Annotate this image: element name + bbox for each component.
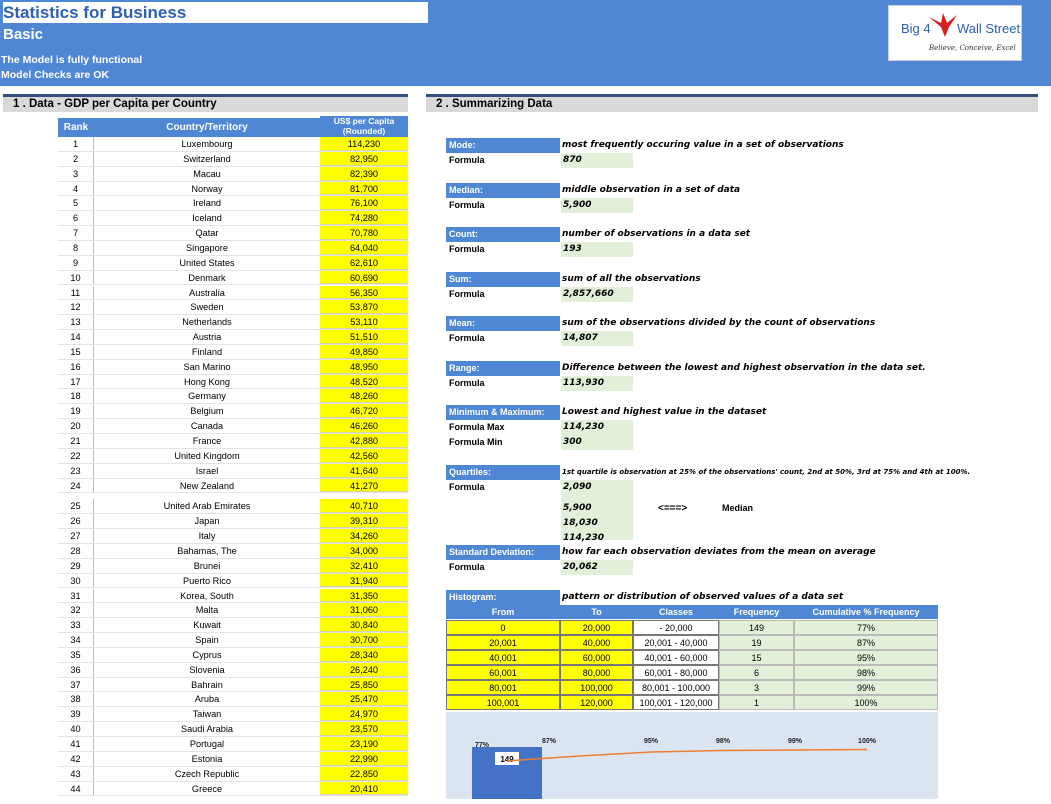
rank-cell[interactable]: 3 [58,167,94,181]
quartile-1-value[interactable]: 2,090 [563,482,592,492]
hist-from-cell[interactable]: 60,001 [446,665,560,680]
table-row [58,241,408,256]
rank-cell[interactable]: 33 [58,618,94,632]
quartile-3-value[interactable]: 18,030 [563,518,598,528]
table-row [58,419,408,434]
gdp-value-cell[interactable]: 114,230 [320,137,408,151]
histogram-chart [446,712,938,799]
rank-cell[interactable]: 26 [58,514,94,528]
gdp-value-cell[interactable]: 22,990 [320,752,408,766]
gdp-value-cell[interactable]: 48,950 [320,360,408,374]
mode-desc: most frequently occuring value in a set of observations [562,140,844,150]
hist-from-cell[interactable]: 0 [446,620,560,635]
gdp-value-cell[interactable]: 24,970 [320,707,408,721]
hist-header-classes: Classes [633,605,719,619]
gdp-value-cell[interactable]: 20,410 [320,782,408,796]
table-row [58,464,408,479]
hist-header-from: From [446,605,560,619]
rank-cell[interactable]: 23 [58,464,94,478]
gdp-value-cell[interactable]: 48,520 [320,375,408,389]
quartiles-desc: 1st quartile is observation at 25% of the observations' count, 2nd at 50%, 3rd at 75% and 4th at 100%. [562,468,971,476]
hist-class-cell[interactable]: 40,001 - 60,000 [633,650,719,665]
rank-cell[interactable]: 5 [58,196,94,210]
section-summary-heading: 2 . Summarizing Data [426,94,1038,112]
rank-cell[interactable]: 15 [58,345,94,359]
rank-cell[interactable]: 25 [58,499,94,513]
table-row [58,434,408,449]
country-cell[interactable]: Korea, South [180,590,234,601]
country-cell[interactable]: Japan [194,516,220,527]
eagle-icon [927,9,959,39]
country-cell[interactable]: United Arab Emirates [163,501,251,512]
rank-cell[interactable]: 37 [58,678,94,692]
mode-formula-label: Formula [449,155,485,165]
table-row [58,514,408,529]
min-formula-label: Formula Min [449,437,503,447]
hist-cumulative-cell[interactable]: 77% [794,620,938,635]
gdp-value-cell[interactable]: 53,110 [320,315,408,329]
gdp-value-cell[interactable]: 41,270 [320,479,408,493]
table-row [58,404,408,419]
rank-cell[interactable]: 7 [58,226,94,240]
cumulative-pct-label: 98% [715,738,731,745]
gdp-value-cell[interactable]: 31,940 [320,574,408,588]
rank-cell[interactable]: 13 [58,315,94,329]
table-row [58,196,408,211]
minmax-label: Minimum & Maximum: [446,405,560,420]
count-label: Count: [446,227,560,242]
median-desc: middle observation in a set of data [562,185,741,195]
gdp-value-cell[interactable]: 28,340 [320,648,408,662]
country-cell[interactable]: Saudi Arabia [180,724,234,735]
country-cell[interactable]: Qatar [195,228,219,239]
rank-cell[interactable]: 32 [58,603,94,617]
country-cell[interactable]: France [192,436,222,446]
cumulative-pct-label: 95% [643,738,659,745]
country-cell[interactable]: Estonia [191,753,223,764]
col-header-value [320,116,408,137]
table-row [58,152,408,167]
hist-class-cell[interactable]: - 20,000 [633,620,719,635]
country-cell[interactable]: Hong Kong [184,376,230,387]
gdp-value-cell[interactable]: 22,850 [320,767,408,781]
country-cell[interactable]: United States [179,257,235,268]
cumulative-pct-label: 77% [474,742,490,749]
hist-from-cell[interactable]: 40,001 [446,650,560,665]
country-cell[interactable]: Greece [191,783,223,794]
hist-frequency-cell[interactable]: 149 [719,620,794,635]
rank-cell[interactable]: 17 [58,375,94,389]
country-cell[interactable]: Austria [192,332,222,343]
hist-cumulative-cell[interactable]: 100% [794,695,938,710]
stdev-formula-label: Formula [449,562,485,572]
country-cell[interactable]: Israel [195,465,219,476]
rank-cell[interactable]: 16 [58,360,94,374]
hist-from-cell[interactable]: 20,001 [446,635,560,650]
logo-text-left: Big 4 [901,21,931,36]
table-row [58,574,408,589]
gdp-value-cell[interactable]: 41,640 [320,464,408,478]
stdev-label: Standard Deviation: [446,545,560,560]
table-row [58,211,408,226]
range-desc: Difference between the lowest and highest observation in the data set. [562,363,926,373]
histogram-desc: pattern or distribution of observed values of a data set [562,592,844,602]
rank-cell[interactable]: 19 [58,404,94,418]
table-row [58,767,408,782]
gdp-value-cell[interactable]: 81,700 [320,182,408,196]
country-cell[interactable]: Puerto Rico [182,575,231,586]
table-row [58,722,408,737]
cumulative-pct-label: 87% [541,738,557,745]
quartile-4-value[interactable]: 114,230 [563,533,604,543]
hist-frequency-cell[interactable]: 1 [719,695,794,710]
company-logo [888,5,1022,61]
rank-cell[interactable]: 8 [58,241,94,255]
gdp-value-cell[interactable]: 46,720 [320,404,408,418]
table-row [58,256,408,271]
sum-label: Sum: [446,272,560,287]
col-header-value-line1: US$ per Capita [333,116,395,126]
mean-desc: sum of the observations divided by the count of observations [562,318,876,328]
country-cell[interactable]: Macau [193,168,221,179]
max-formula-label: Formula Max [449,422,505,432]
rank-cell[interactable]: 20 [58,419,94,433]
rank-cell[interactable]: 10 [58,271,94,285]
range-label: Range: [446,361,560,376]
table-row [58,360,408,375]
hist-cumulative-cell[interactable]: 98% [794,665,938,680]
gdp-value-cell[interactable]: 51,510 [320,330,408,344]
hist-header-frequency: Frequency [719,605,794,619]
table-row [58,529,408,544]
gdp-value-cell[interactable]: 34,000 [320,544,408,558]
gdp-value-cell[interactable]: 42,880 [320,434,408,448]
quartiles-label: Quartiles: [446,465,560,480]
stdev-desc: how far each observation deviates from the mean on average [562,547,876,557]
country-cell[interactable]: Australia [189,287,225,298]
rank-cell[interactable]: 41 [58,737,94,751]
rank-cell[interactable]: 12 [58,300,94,314]
frequency-bar-label: 149 [500,755,514,764]
section-data-heading: 1 . Data - GDP per Capita per Country [3,94,408,112]
hist-class-cell[interactable]: 20,001 - 40,000 [633,635,719,650]
table-row [58,345,408,360]
hist-frequency-cell[interactable]: 6 [719,665,794,680]
country-cell[interactable]: Spain [195,635,219,646]
hist-class-cell[interactable]: 100,001 - 120,000 [633,695,719,710]
hist-cumulative-cell[interactable]: 87% [794,635,938,650]
rank-cell[interactable]: 28 [58,544,94,558]
rank-cell[interactable]: 35 [58,648,94,662]
gdp-value-cell[interactable]: 26,240 [320,663,408,677]
quartile-2-value[interactable]: 5,900 [563,503,592,513]
mean-label: Mean: [446,316,560,331]
median-note: Median [722,503,754,513]
country-cell[interactable]: Bahrain [191,679,223,690]
country-cell[interactable]: Finland [191,346,223,357]
gdp-value-cell[interactable]: 23,570 [320,722,408,736]
table-row [58,544,408,559]
table-row [58,389,408,404]
median-label: Median: [446,183,560,198]
mean-value[interactable]: 14,807 [561,331,633,346]
count-formula-label: Formula [449,244,485,254]
table-row [58,499,408,514]
country-cell[interactable]: Sweden [190,302,224,313]
logo-tagline: Believe, Conceive, Excel [929,44,1016,52]
country-cell[interactable]: Belgium [190,406,224,417]
hist-to-cell[interactable]: 60,000 [560,650,633,665]
max-value[interactable]: 114,230 [561,420,633,435]
gdp-value-cell[interactable]: 76,100 [320,196,408,210]
gdp-value-cell[interactable]: 31,350 [320,589,408,603]
table-row [58,137,408,152]
median-arrow: <===> [658,503,688,514]
country-cell[interactable]: Czech Republic [174,768,240,779]
country-cell[interactable]: San Marino [183,361,231,372]
count-value[interactable]: 193 [561,242,633,257]
median-formula-label: Formula [449,200,485,210]
country-cell[interactable]: Ireland [192,198,222,209]
rank-cell[interactable]: 11 [58,286,94,300]
gdp-value-cell[interactable]: 82,950 [320,152,408,166]
hist-to-cell[interactable]: 20,000 [560,620,633,635]
minmax-desc: Lowest and highest value in the dataset [562,407,767,417]
min-value[interactable]: 300 [561,435,633,450]
rank-cell[interactable]: 40 [58,722,94,736]
hist-class-cell[interactable]: 80,001 - 100,000 [633,680,719,695]
model-status-functional: The Model is fully functional [1,54,143,66]
gdp-value-cell[interactable]: 53,870 [320,300,408,314]
table-row [58,752,408,767]
rank-cell[interactable]: 21 [58,434,94,448]
hist-frequency-cell[interactable]: 19 [719,635,794,650]
table-row [58,182,408,197]
gdp-value-cell[interactable]: 25,850 [320,678,408,692]
country-cell[interactable]: Norway [191,183,223,194]
rank-cell[interactable]: 39 [58,707,94,721]
rank-cell[interactable]: 24 [58,479,94,493]
hist-header-to: To [560,605,633,619]
hist-from-cell[interactable]: 100,001 [446,695,560,710]
cumulative-line [507,750,867,762]
hist-to-cell[interactable]: 120,000 [560,695,633,710]
table-row [58,479,408,494]
rank-cell[interactable]: 1 [58,137,94,151]
country-cell[interactable]: Switzerland [183,153,231,164]
histogram-chart-svg [446,712,938,799]
hist-frequency-cell[interactable]: 3 [719,680,794,695]
hist-from-cell[interactable]: 80,001 [446,680,560,695]
table-row [58,315,408,330]
gdp-value-cell[interactable]: 62,610 [320,256,408,270]
gdp-value-cell[interactable]: 40,710 [320,499,408,513]
country-cell[interactable]: Aruba [194,694,220,705]
rank-cell[interactable]: 2 [58,152,94,166]
table-row [58,300,408,315]
table-row [58,678,408,693]
country-cell[interactable]: Slovenia [189,664,225,675]
country-cell[interactable]: Kuwait [193,620,221,631]
range-formula-label: Formula [449,378,485,388]
country-cell[interactable]: Taiwan [192,709,222,720]
country-cell[interactable]: Canada [190,421,224,432]
table-row [58,663,408,678]
table-row [58,707,408,722]
gdp-value-cell[interactable]: 60,690 [320,271,408,285]
country-cell[interactable]: Netherlands [182,317,232,328]
gdp-value-cell[interactable]: 31,060 [320,603,408,617]
rank-cell[interactable]: 22 [58,449,94,463]
rank-cell[interactable]: 42 [58,752,94,766]
sum-desc: sum of all the observations [562,274,701,284]
gdp-value-cell[interactable]: 74,280 [320,211,408,225]
hist-header-cumulative: Cumulative % Frequency [794,605,938,619]
table-row [58,603,408,618]
rank-cell[interactable]: 27 [58,529,94,543]
cumulative-pct-label: 100% [858,738,876,745]
table-row [58,633,408,648]
country-cell[interactable]: Singapore [186,242,228,253]
hist-to-cell[interactable]: 40,000 [560,635,633,650]
country-cell[interactable]: Bahamas, The [177,545,237,556]
gdp-value-cell[interactable]: 46,260 [320,419,408,433]
table-row [58,692,408,707]
quartiles-formula-label: Formula [449,482,485,492]
table-row [58,559,408,574]
gdp-value-cell[interactable]: 25,470 [320,692,408,706]
gdp-value-cell[interactable]: 64,040 [320,241,408,255]
page-subtitle: Basic [3,26,44,43]
rank-cell[interactable]: 4 [58,182,94,196]
hist-to-cell[interactable]: 100,000 [560,680,633,695]
gdp-value-cell[interactable]: 70,780 [320,226,408,240]
gdp-value-cell[interactable]: 30,840 [320,618,408,632]
range-value[interactable]: 113,930 [561,376,633,391]
rank-cell[interactable]: 34 [58,633,94,647]
gdp-value-cell[interactable]: 42,560 [320,449,408,463]
rank-cell[interactable]: 18 [58,389,94,403]
model-status-checks: Model Checks are OK [1,69,109,81]
table-row [58,271,408,286]
mean-formula-label: Formula [449,333,485,343]
gdp-value-cell[interactable]: 56,350 [320,286,408,300]
median-value[interactable]: 5,900 [561,198,633,213]
gdp-value-cell[interactable]: 48,260 [320,389,408,403]
gdp-value-cell[interactable]: 23,190 [320,737,408,751]
country-cell[interactable]: Cyprus [192,649,222,660]
rank-cell[interactable]: 14 [58,330,94,344]
gdp-value-cell[interactable]: 30,700 [320,633,408,647]
gdp-value-cell[interactable]: 49,850 [320,345,408,359]
rank-cell[interactable]: 29 [58,559,94,573]
col-header-rank: Rank [58,118,94,137]
country-cell[interactable]: Luxembourg [181,139,233,149]
country-cell[interactable]: Italy [198,531,216,542]
country-cell[interactable]: Denmark [188,272,226,283]
rank-cell[interactable]: 43 [58,767,94,781]
country-cell[interactable]: Malta [195,605,219,616]
table-row [58,330,408,345]
col-header-country: Country/Territory [94,118,320,137]
sum-value[interactable]: 2,857,660 [561,287,633,302]
table-row [58,226,408,241]
rank-cell[interactable]: 44 [58,782,94,796]
mode-label: Mode: [446,138,560,153]
gdp-value-cell[interactable]: 32,410 [320,559,408,573]
country-cell[interactable]: Portugal [189,739,225,749]
hist-cumulative-cell[interactable]: 99% [794,680,938,695]
stdev-value[interactable]: 20,062 [561,560,633,575]
hist-cumulative-cell[interactable]: 95% [794,650,938,665]
gdp-value-cell[interactable]: 82,390 [320,167,408,181]
rank-cell[interactable]: 38 [58,692,94,706]
logo-text-right: Wall Street [957,21,1021,36]
rank-cell[interactable]: 30 [58,574,94,588]
page-title: Statistics for Business [3,2,428,23]
histogram-label: Histogram: [446,590,560,605]
table-row [58,589,408,604]
hist-frequency-cell[interactable]: 15 [719,650,794,665]
rank-cell[interactable]: 9 [58,256,94,270]
hist-to-cell[interactable]: 80,000 [560,665,633,680]
country-cell[interactable]: New Zealand [179,480,235,491]
country-cell[interactable]: Iceland [192,213,222,224]
table-row [58,782,408,797]
table-row [58,618,408,633]
table-row [58,167,408,182]
cumulative-pct-label: 99% [787,738,803,745]
rank-cell[interactable]: 31 [58,589,94,603]
table-row [58,286,408,301]
gdp-value-cell[interactable]: 39,310 [320,514,408,528]
rank-cell[interactable]: 6 [58,211,94,225]
gdp-value-cell[interactable]: 34,260 [320,529,408,543]
country-cell[interactable]: United Kingdom [174,450,240,461]
table-row [58,449,408,464]
count-desc: number of observations in a data set [562,229,751,239]
header-banner [0,0,1051,86]
sum-formula-label: Formula [449,289,485,299]
table-row [58,375,408,390]
country-cell[interactable]: Brunei [193,560,221,571]
country-cell[interactable]: Germany [188,391,226,402]
rank-cell[interactable]: 36 [58,663,94,677]
table-row [58,648,408,663]
table-row [58,737,408,752]
col-header-value-line2: (Rounded) [342,126,386,136]
hist-class-cell[interactable]: 60,001 - 80,000 [633,665,719,680]
mode-value[interactable]: 870 [561,153,633,168]
